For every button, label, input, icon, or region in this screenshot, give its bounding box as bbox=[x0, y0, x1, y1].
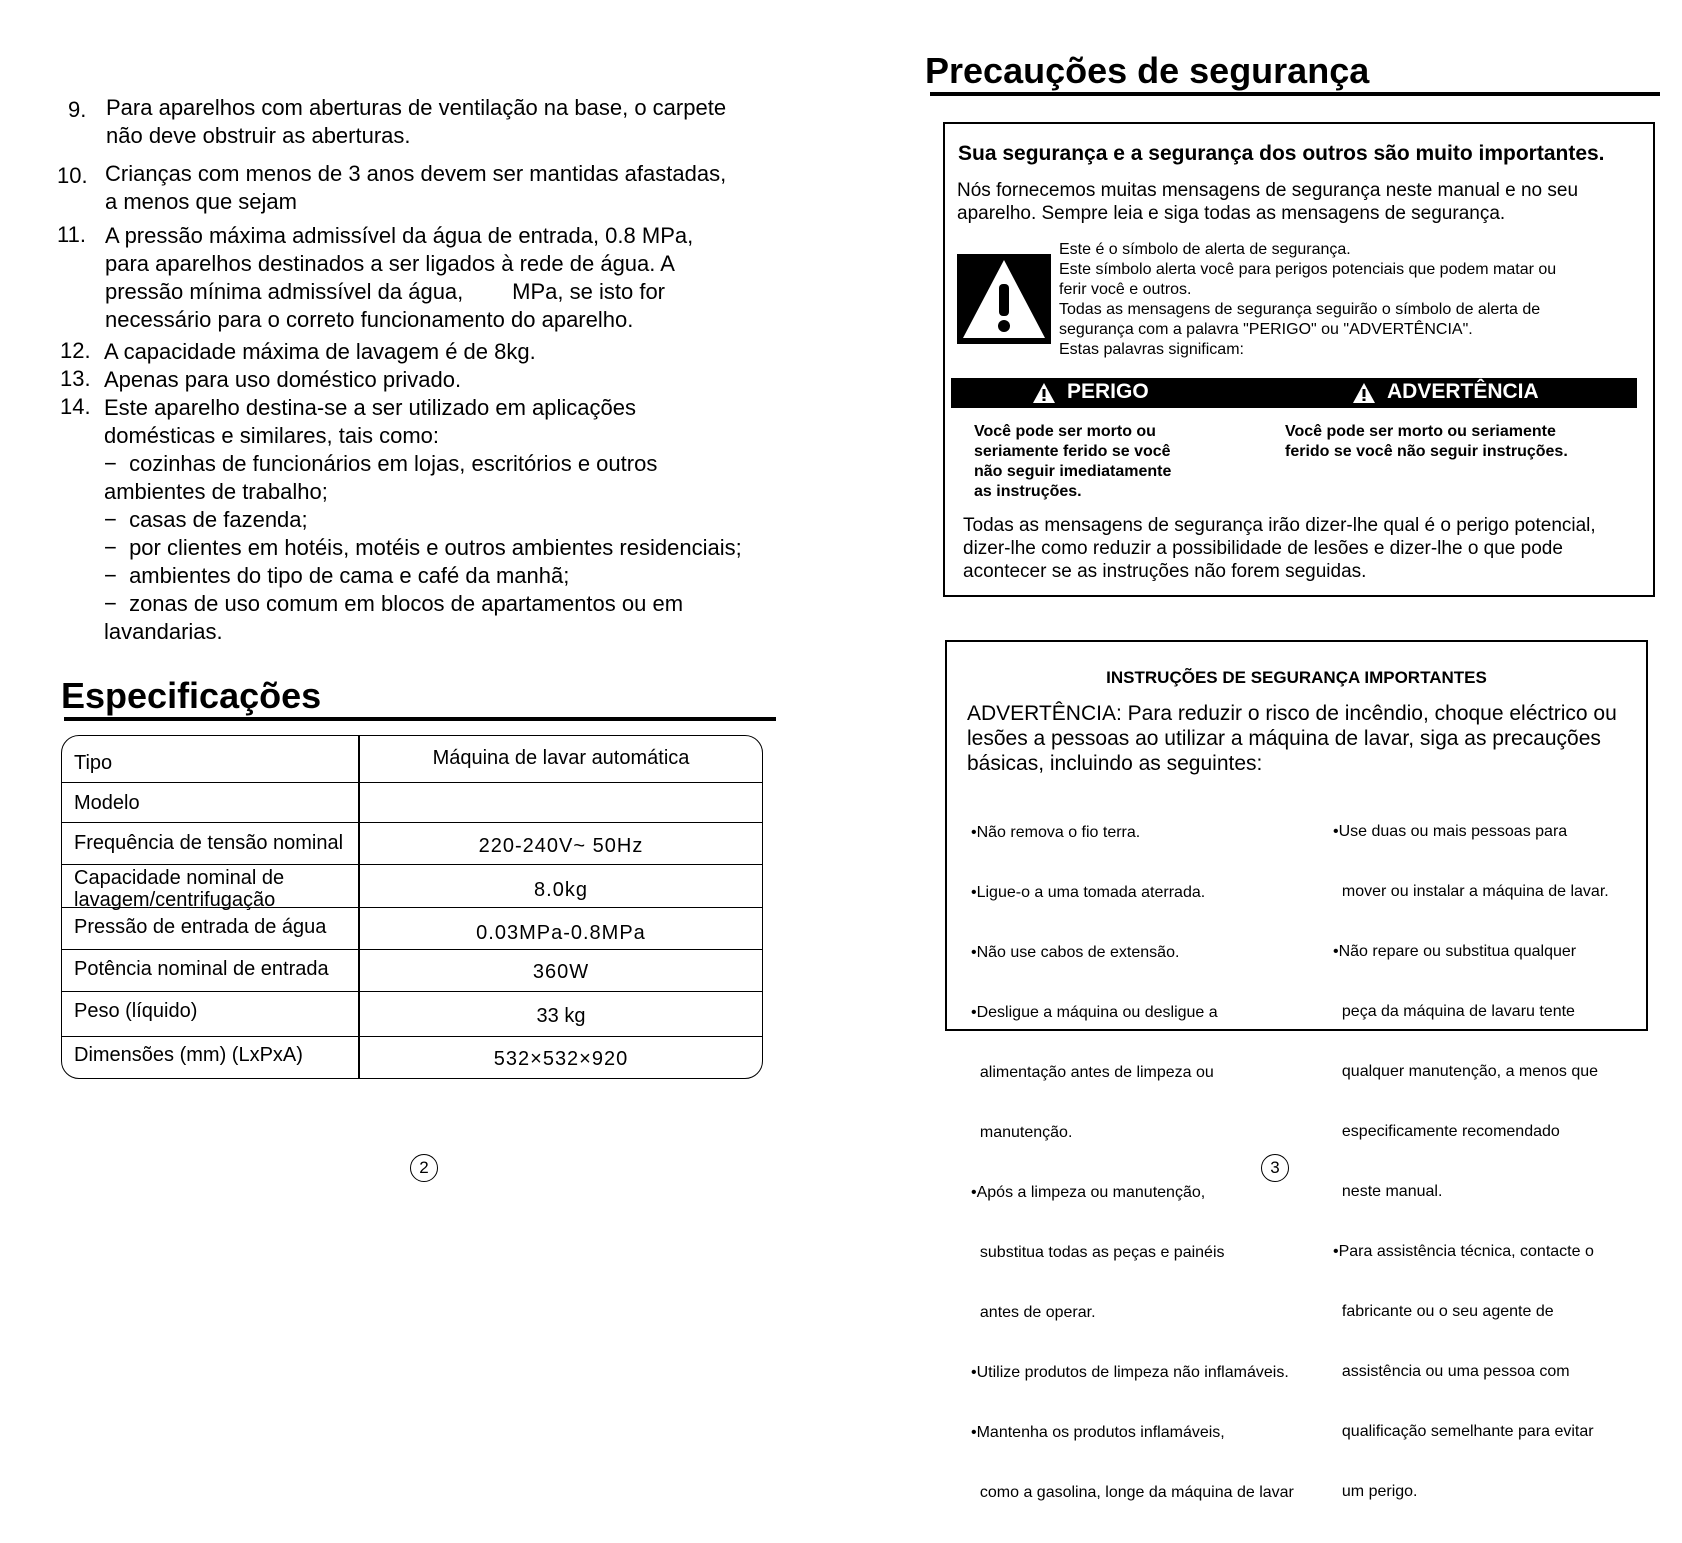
instructions-right-column bbox=[1333, 782, 1609, 1542]
table-row bbox=[62, 1036, 762, 1079]
list-number: 10. bbox=[57, 163, 88, 188]
spec-label bbox=[74, 867, 284, 911]
symbol-line: segurança com a palavra "PERIGO" ou "ADVERTÊNCIA". bbox=[1059, 321, 1473, 338]
spec-value: 532×532×920 bbox=[493, 1048, 629, 1070]
table-row bbox=[62, 736, 762, 782]
footer-line: acontecer se as instruções não forem seguidas. bbox=[963, 561, 1367, 582]
signal-word-bar bbox=[951, 378, 1637, 408]
danger-alert-icon bbox=[1033, 383, 1055, 403]
spec-value: 220-240V~ 50Hz bbox=[478, 835, 644, 857]
list-item: manutenção. bbox=[971, 1124, 1073, 1141]
symbol-line: Todas as mensagens de segurança seguirão o símbolo de alerta de bbox=[1059, 301, 1541, 318]
footer-line: dizer-lhe como reduzir a possibilidade de lesões e dizer-lhe o que pode bbox=[963, 538, 1563, 559]
list-item: •Não use cabos de extensão. bbox=[971, 944, 1180, 961]
warning-line: básicas, incluindo as seguintes: bbox=[967, 752, 1263, 775]
list-number: 14. bbox=[60, 394, 91, 419]
warning-line: Você pode ser morto ou seriamente bbox=[1285, 423, 1556, 440]
table-row bbox=[62, 822, 762, 865]
list-line: domésticas e similares, tais como: bbox=[104, 423, 439, 448]
list-line: a menos que sejam bbox=[105, 189, 297, 214]
list-item: qualificação semelhante para evitar bbox=[1333, 1423, 1594, 1440]
spec-label: Pressão de entrada de água bbox=[74, 916, 327, 938]
specs-title-rule bbox=[64, 717, 776, 721]
table-row bbox=[62, 782, 762, 823]
danger-line: as instruções. bbox=[974, 483, 1082, 500]
list-line: A pressão máxima admissível da água de entrada, 0.8 MPa, bbox=[105, 223, 694, 248]
spec-label: Dimensões (mm) (LxPxA) bbox=[74, 1044, 303, 1066]
symbol-line: Este símbolo alerta você para perigos potenciais que podem matar ou bbox=[1059, 261, 1557, 278]
spec-value: Máquina de lavar automática bbox=[432, 747, 690, 769]
list-number: 11. bbox=[57, 222, 86, 247]
page-number: 3 bbox=[1261, 1154, 1289, 1182]
safety-footer bbox=[963, 514, 1596, 583]
list-line: Para aparelhos com aberturas de ventilação na base, o carpete bbox=[106, 95, 727, 120]
list-line: lavandarias. bbox=[104, 619, 223, 644]
list-item: •Ligue-o a uma tomada aterrada. bbox=[971, 884, 1206, 901]
footer-line: Todas as mensagens de segurança irão dizer-lhe qual é o perigo potencial, bbox=[963, 515, 1596, 536]
spec-label-line: lavagem/centrifugação bbox=[74, 889, 276, 911]
page-number: 2 bbox=[410, 1154, 438, 1182]
list-item: alimentação antes de limpeza ou bbox=[971, 1064, 1214, 1081]
list-item: •Desligue a máquina ou desligue a bbox=[971, 1004, 1218, 1021]
safety-heading: Sua segurança e a segurança dos outros são muito importantes. bbox=[958, 142, 1605, 165]
list-item: como a gasolina, longe da máquina de lavar bbox=[971, 1484, 1294, 1501]
list-item bbox=[105, 222, 693, 334]
list-line: − cozinhas de funcionários em lojas, escritórios e outros bbox=[104, 451, 658, 476]
list-line: − zonas de uso comum em blocos de apartamentos ou em bbox=[104, 591, 684, 616]
instructions-heading: INSTRUÇÕES DE SEGURANÇA IMPORTANTES bbox=[1106, 668, 1487, 687]
symbol-line: Estas palavras significam: bbox=[1059, 341, 1244, 358]
list-item: um perigo. bbox=[1333, 1483, 1418, 1500]
list-item: •Não remova o fio terra. bbox=[971, 824, 1141, 841]
list-line: Apenas para uso doméstico privado. bbox=[104, 367, 462, 392]
list-line: A capacidade máxima de lavagem é de 8kg. bbox=[104, 339, 536, 364]
list-line: ambientes de trabalho; bbox=[104, 479, 328, 504]
warning-alert-icon bbox=[1353, 383, 1375, 403]
symbol-line: Este é o símbolo de alerta de segurança. bbox=[1059, 241, 1351, 258]
specs-title: Especificações bbox=[61, 675, 322, 716]
spec-value: 33 kg bbox=[536, 1005, 586, 1027]
list-item: qualquer manutenção, a menos que bbox=[1333, 1063, 1599, 1080]
list-item: especificamente recomendado bbox=[1333, 1123, 1560, 1140]
spec-label: Peso (líquido) bbox=[74, 1000, 198, 1022]
list-item: antes de operar. bbox=[971, 1304, 1096, 1321]
spec-value: 360W bbox=[532, 961, 590, 983]
list-number: 9. bbox=[68, 97, 87, 122]
instructions-warning bbox=[967, 701, 1617, 776]
title-rule bbox=[930, 92, 1660, 96]
list-line: pressão mínima admissível da água, MPa, se isto for bbox=[105, 279, 666, 304]
danger-description bbox=[974, 422, 1171, 502]
spec-label: Modelo bbox=[74, 792, 140, 814]
list-item: substitua todas as peças e painéis bbox=[971, 1244, 1225, 1261]
danger-label: PERIGO bbox=[1067, 380, 1149, 403]
table-row bbox=[62, 949, 762, 992]
list-item: •Utilize produtos de limpeza não inflamáveis. bbox=[971, 1364, 1289, 1381]
intro-line: Nós fornecemos muitas mensagens de segurança neste manual e no seu bbox=[957, 180, 1579, 201]
spec-value: 0.03MPa-0.8MPa bbox=[476, 922, 646, 944]
list-item: assistência ou uma pessoa com bbox=[1333, 1363, 1570, 1380]
spec-label-line: Capacidade nominal de bbox=[74, 867, 285, 889]
specs-table bbox=[61, 735, 763, 1079]
list-item bbox=[105, 160, 726, 216]
list-line: Este aparelho destina-se a ser utilizado em aplicações bbox=[104, 395, 636, 420]
list-line: − ambientes do tipo de cama e café da manhã; bbox=[104, 563, 570, 588]
list-line: necessário para o correto funcionamento do aparelho. bbox=[105, 307, 634, 332]
safety-box bbox=[943, 122, 1655, 597]
list-line: Crianças com menos de 3 anos devem ser mantidas afastadas, bbox=[105, 161, 727, 186]
warning-label: ADVERTÊNCIA bbox=[1387, 380, 1539, 403]
list-item: peça da máquina de lavaru tente bbox=[1333, 1003, 1575, 1020]
important-instructions-box bbox=[945, 640, 1648, 1501]
intro-line: aparelho. Sempre leia e siga todas as mensagens de segurança. bbox=[957, 203, 1506, 224]
list-item bbox=[104, 338, 536, 366]
warning-line: ADVERTÊNCIA: Para reduzir o risco de incêndio, choque eléctrico ou bbox=[967, 702, 1617, 725]
symbol-explanation bbox=[1059, 240, 1649, 360]
list-line: para aparelhos destinados a ser ligados à rede de água. A bbox=[105, 251, 675, 276]
list-item: •Após a limpeza ou manutenção, bbox=[971, 1184, 1206, 1201]
spec-label: Tipo bbox=[74, 752, 113, 774]
safety-intro bbox=[957, 179, 1578, 225]
spec-label: Potência nominal de entrada bbox=[74, 958, 329, 980]
list-line: − casas de fazenda; bbox=[104, 507, 308, 532]
instructions-left-column bbox=[971, 783, 1294, 1543]
spec-value: 8.0kg bbox=[534, 879, 588, 901]
danger-line: não seguir imediatamente bbox=[974, 463, 1172, 480]
symbol-line: ferir você e outros. bbox=[1059, 281, 1192, 298]
page-title: Precauções de segurança bbox=[925, 50, 1370, 91]
list-item: •Não repare ou substitua qualquer bbox=[1333, 943, 1577, 960]
safety-alert-icon bbox=[957, 254, 1051, 344]
list-item: fabricante ou o seu agente de bbox=[1333, 1303, 1554, 1320]
table-row bbox=[62, 864, 762, 911]
list-line: − por clientes em hotéis, motéis e outros ambientes residenciais; bbox=[104, 535, 742, 560]
list-line: não deve obstruir as aberturas. bbox=[106, 123, 411, 148]
list-item bbox=[106, 94, 726, 150]
warning-description bbox=[1285, 422, 1568, 462]
spec-label: Frequência de tensão nominal bbox=[74, 832, 344, 854]
list-number: 13. bbox=[60, 366, 91, 391]
list-item bbox=[104, 394, 742, 646]
danger-line: seriamente ferido se você bbox=[974, 443, 1171, 460]
list-item: mover ou instalar a máquina de lavar. bbox=[1333, 883, 1609, 900]
danger-line: Você pode ser morto ou bbox=[974, 423, 1156, 440]
list-item: neste manual. bbox=[1333, 1183, 1443, 1200]
table-row bbox=[62, 991, 762, 1037]
list-number: 12. bbox=[60, 338, 91, 363]
list-item bbox=[104, 366, 461, 394]
list-item: •Para assistência técnica, contacte o bbox=[1333, 1243, 1594, 1260]
list-item: •Mantenha os produtos inflamáveis, bbox=[971, 1424, 1225, 1441]
warning-line: lesões a pessoas ao utilizar a máquina de lavar, siga as precauções bbox=[967, 727, 1601, 750]
warning-line: ferido se você não seguir instruções. bbox=[1285, 443, 1568, 460]
table-row bbox=[62, 907, 762, 950]
list-item: •Use duas ou mais pessoas para bbox=[1333, 823, 1568, 840]
